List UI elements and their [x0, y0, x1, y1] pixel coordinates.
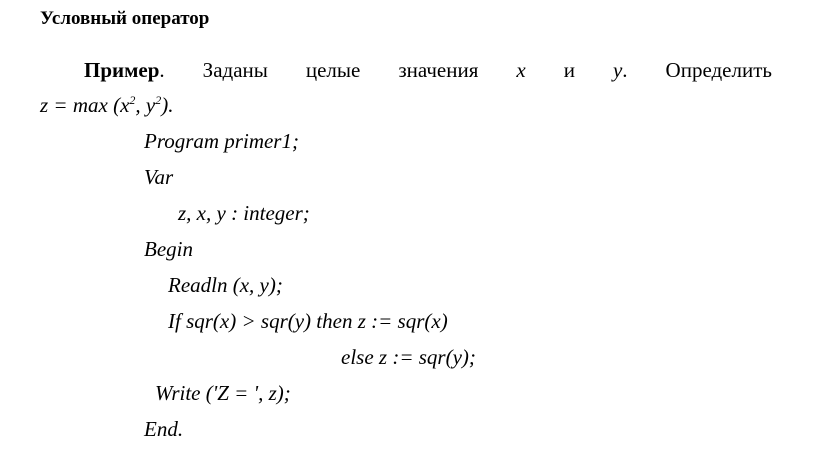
code-line-else: else z := sqr(y);: [341, 345, 476, 369]
word-tselye: целые: [305, 58, 361, 82]
code-line-declaration: z, x, y : integer;: [178, 201, 310, 225]
example-label-group: Пример.: [84, 58, 165, 82]
code-line-if: If sqr(x) > sqr(y) then z := sqr(x): [168, 309, 448, 333]
variable-x: x: [516, 58, 526, 82]
word-opredelit: Определить: [665, 58, 772, 82]
formula-start: z = max (x: [40, 93, 130, 117]
code-line-end: End.: [144, 417, 184, 441]
formula-mid: , y: [135, 93, 156, 117]
code-line-var: Var: [144, 165, 174, 189]
code-line-begin: Begin: [144, 237, 193, 261]
formula-end: ).: [161, 93, 174, 117]
code-line-program: Program primer1;: [144, 129, 299, 153]
word-znacheniya: значения: [398, 58, 479, 82]
example-label: Пример: [84, 58, 160, 82]
code-line-readln: Readln (x, y);: [168, 273, 283, 297]
formula-sup-1: 2: [129, 93, 136, 107]
formula-sup-2: 2: [155, 93, 162, 107]
word-i: и: [563, 58, 575, 82]
task-line-1: [84, 58, 772, 83]
variable-y-group: y.: [612, 58, 628, 82]
task-formula: [40, 93, 173, 118]
word-zadany: Заданы: [202, 58, 268, 82]
section-heading: Условный оператор: [40, 8, 210, 29]
variable-y: y: [612, 58, 623, 82]
code-line-write: Write ('Z = ', z);: [155, 381, 291, 405]
